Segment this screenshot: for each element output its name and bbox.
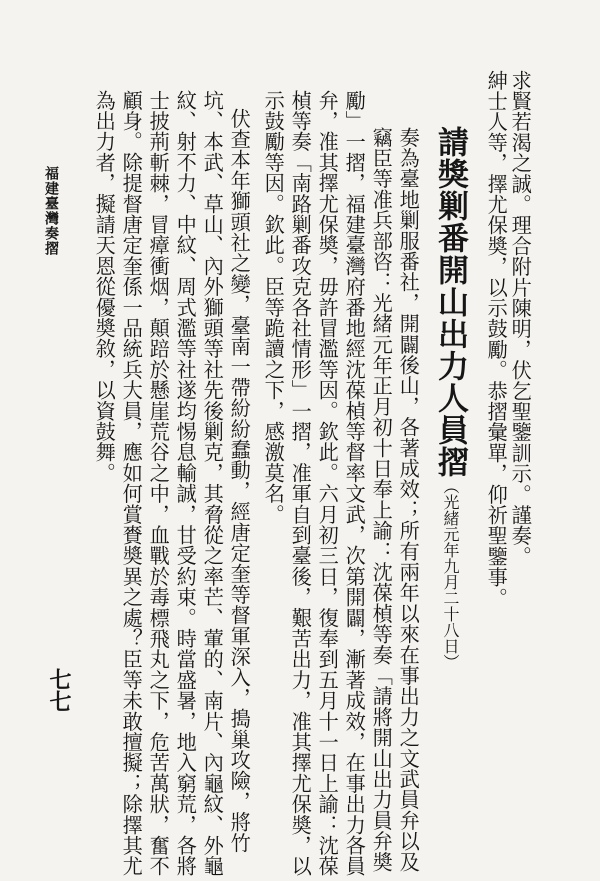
title-date-note: （光緒元年九月二十八日） — [441, 478, 460, 670]
text-column-5: 勵」一摺，福建臺灣府番地經沈葆楨等督率文武，次第開闢，漸著成效，在事出力各員 — [342, 90, 367, 877]
text-column-11: 紋、射不力、中紋、周式濫等社遂均惕息輸誠，甘受約束。時當盛暑，地入窮荒，各將 — [173, 90, 198, 877]
text-column-3: 奏為臺地剿服番社，開闢後山，各著成效；所有兩年以來在事出力之文武員弁以及 — [396, 127, 421, 873]
text-column-13: 顧身。除提督唐定奎係一品統兵大員，應如何賞賚奬異之處？臣等未敢擅擬；除擇其尤 — [119, 90, 144, 877]
text-column-14: 為出力者，擬請天恩從優奬敘，以資鼓舞。 — [92, 90, 117, 484]
text-column-12: 士披荊斬棘，冒瘴衝烟，顛踣於懸崖荒谷之中，血戰於毒標飛丸之下，危苦萬狀，奮不 — [146, 90, 171, 877]
page-number: 七七 — [46, 668, 72, 712]
text-column-7: 楨等奏「南路剿番攻克各社情形」一摺，准軍自到臺後，艱苦出力，准其擇尤保奬，以 — [288, 90, 313, 877]
running-head: 福建臺灣奏摺 — [43, 166, 59, 256]
text-column-6: 弁，准其擇尤保奬，毋許冒濫等因。欽此。六月初三日，復奉到五月十一日上諭：沈葆 — [315, 90, 340, 877]
title-text: 請獎剿番開山出力人員摺 — [432, 126, 468, 478]
text-column-4: 竊臣等准兵部咨：光緒元年正月初十日奉上諭：沈葆楨等奏「請將開山出力員弁奬 — [369, 127, 394, 873]
text-column-2: 紳士人等，擇尤保奬，以示鼓勵。恭摺彙單，仰祈聖鑒事。 — [484, 70, 509, 609]
text-column-9: 伏查本年獅頭社之變，臺南一帶紛紛蠢動，經唐定奎等督軍深入，搗巢攻險，將竹 — [227, 108, 252, 854]
text-column-1: 求賢若渴之誠。理合附片陳明，伏乞聖鑒訓示。謹奏。 — [508, 70, 533, 567]
text-column-10: 坑、本武、草山、內外獅頭等社先後剿克，其脅從之率芒、葷的、南片、內龜紋、外龜 — [200, 90, 225, 877]
text-column-8: 示鼓勵等因。欽此。臣等跪讀之下，感激莫名。 — [261, 90, 286, 525]
memorial-title — [432, 126, 468, 846]
